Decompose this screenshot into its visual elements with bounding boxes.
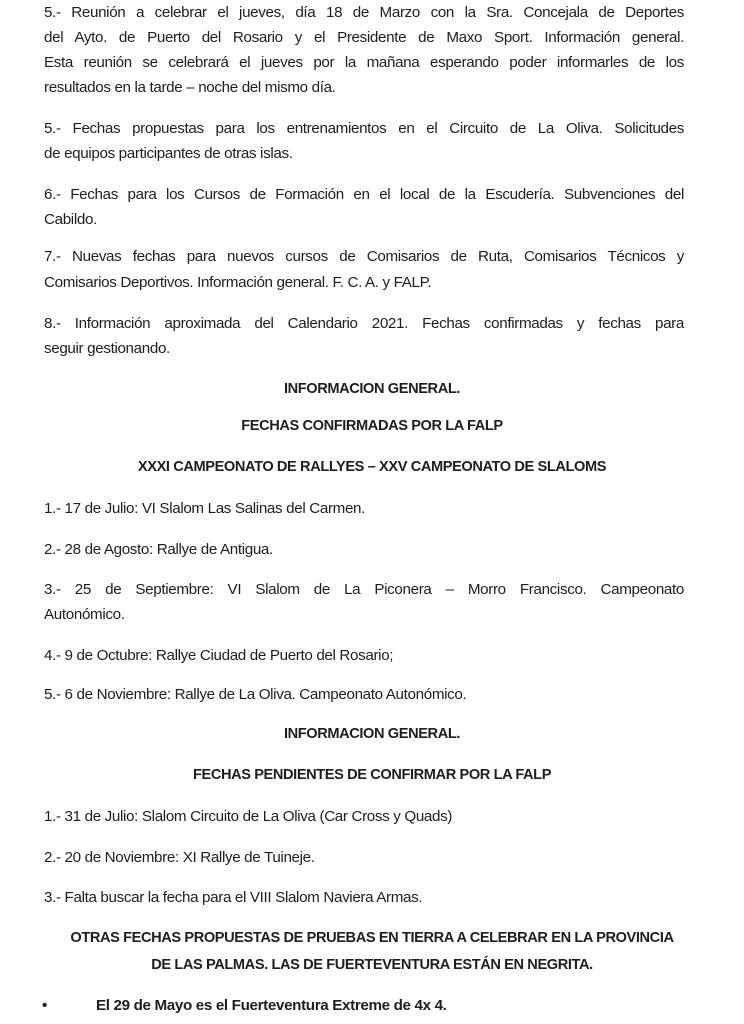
bullet-icon: •	[42, 997, 48, 1014]
section-heading-general-info: INFORMACION GENERAL.	[283, 381, 461, 397]
section-heading-other-dates-line-2: DE LAS PALMAS. LAS DE FUERTEVENTURA ESTÁN EN NEGRITA.	[151, 957, 593, 973]
agenda-item-meeting-line-4: resultados en la tarde – noche del mismo día.	[44, 79, 336, 96]
confirmed-event-item: 4.- 9 de Octubre: Rallye Ciudad de Puerto del Rosario;	[44, 647, 394, 664]
agenda-item-meeting-line-3: Esta reunión se celebrará el jueves por la mañana esperando poder informarles de los	[44, 54, 684, 71]
agenda-item-meeting-line-1: 5.- Reunión a celebrar el jueves, día 18 de Marzo con la Sra. Concejala de Deportes	[44, 4, 684, 21]
confirmed-event-item: 3.- 25 de Septiembre: VI Slalom de La Piconera – Morro Francisco. Campeonato	[44, 581, 684, 598]
agenda-item-courses-line-2: Cabildo.	[44, 211, 97, 228]
agenda-item-meeting-line-2: del Ayto. de Puerto del Rosario y el Presidente de Maxo Sport. Información general.	[44, 29, 684, 46]
section-heading-confirmed-dates: FECHAS CONFIRMADAS POR LA FALP	[241, 418, 503, 434]
agenda-item-commissioners-line-2: Comisarios Deportivos. Información general. F. C. A. y FALP.	[44, 274, 432, 291]
section-heading-pending-dates: FECHAS PENDIENTES DE CONFIRMAR POR LA FALP	[192, 767, 552, 783]
pending-event-item: 1.- 31 de Julio: Slalom Circuito de La Oliva (Car Cross y Quads)	[44, 808, 453, 825]
section-heading-general-info-2: INFORMACION GENERAL.	[283, 726, 461, 742]
other-event-item: El 29 de Mayo es el Fuerteventura Extreme de 4x 4.	[96, 997, 447, 1014]
section-heading-other-dates-line-1: OTRAS FECHAS PROPUESTAS DE PRUEBAS EN TIERRA A CELEBRAR EN LA PROVINCIA	[70, 930, 674, 946]
pending-event-item: 3.- Falta buscar la fecha para el VIII Slalom Naviera Armas.	[44, 889, 423, 906]
confirmed-event-item-continuation: Autonómico.	[44, 606, 125, 623]
agenda-item-training-line-2: de equipos participantes de otras islas.	[44, 145, 293, 162]
agenda-item-calendar-line-2: seguir gestionando.	[44, 340, 170, 357]
agenda-item-courses-line-1: 6.- Fechas para los Cursos de Formación en el local de la Escudería. Subvenciones del	[44, 186, 684, 203]
agenda-item-training-line-1: 5.- Fechas propuestas para los entrenamientos en el Circuito de La Oliva. Solicitudes	[44, 120, 684, 137]
agenda-item-commissioners-line-1: 7.- Nuevas fechas para nuevos cursos de Comisarios de Ruta, Comisarios Técnicos y	[44, 248, 684, 265]
confirmed-event-item: 5.- 6 de Noviembre: Rallye de La Oliva. Campeonato Autonómico.	[44, 686, 467, 703]
confirmed-event-item: 1.- 17 de Julio: VI Slalom Las Salinas del Carmen.	[44, 500, 366, 517]
confirmed-event-item: 2.- 28 de Agosto: Rallye de Antigua.	[44, 541, 273, 558]
agenda-item-calendar-line-1: 8.- Información aproximada del Calendario 2021. Fechas confirmadas y fechas para	[44, 315, 684, 332]
pending-event-item: 2.- 20 de Noviembre: XI Rallye de Tuineje.	[44, 849, 315, 866]
section-heading-championships: XXXI CAMPEONATO DE RALLYES – XXV CAMPEONATO DE SLALOMS	[137, 459, 607, 475]
